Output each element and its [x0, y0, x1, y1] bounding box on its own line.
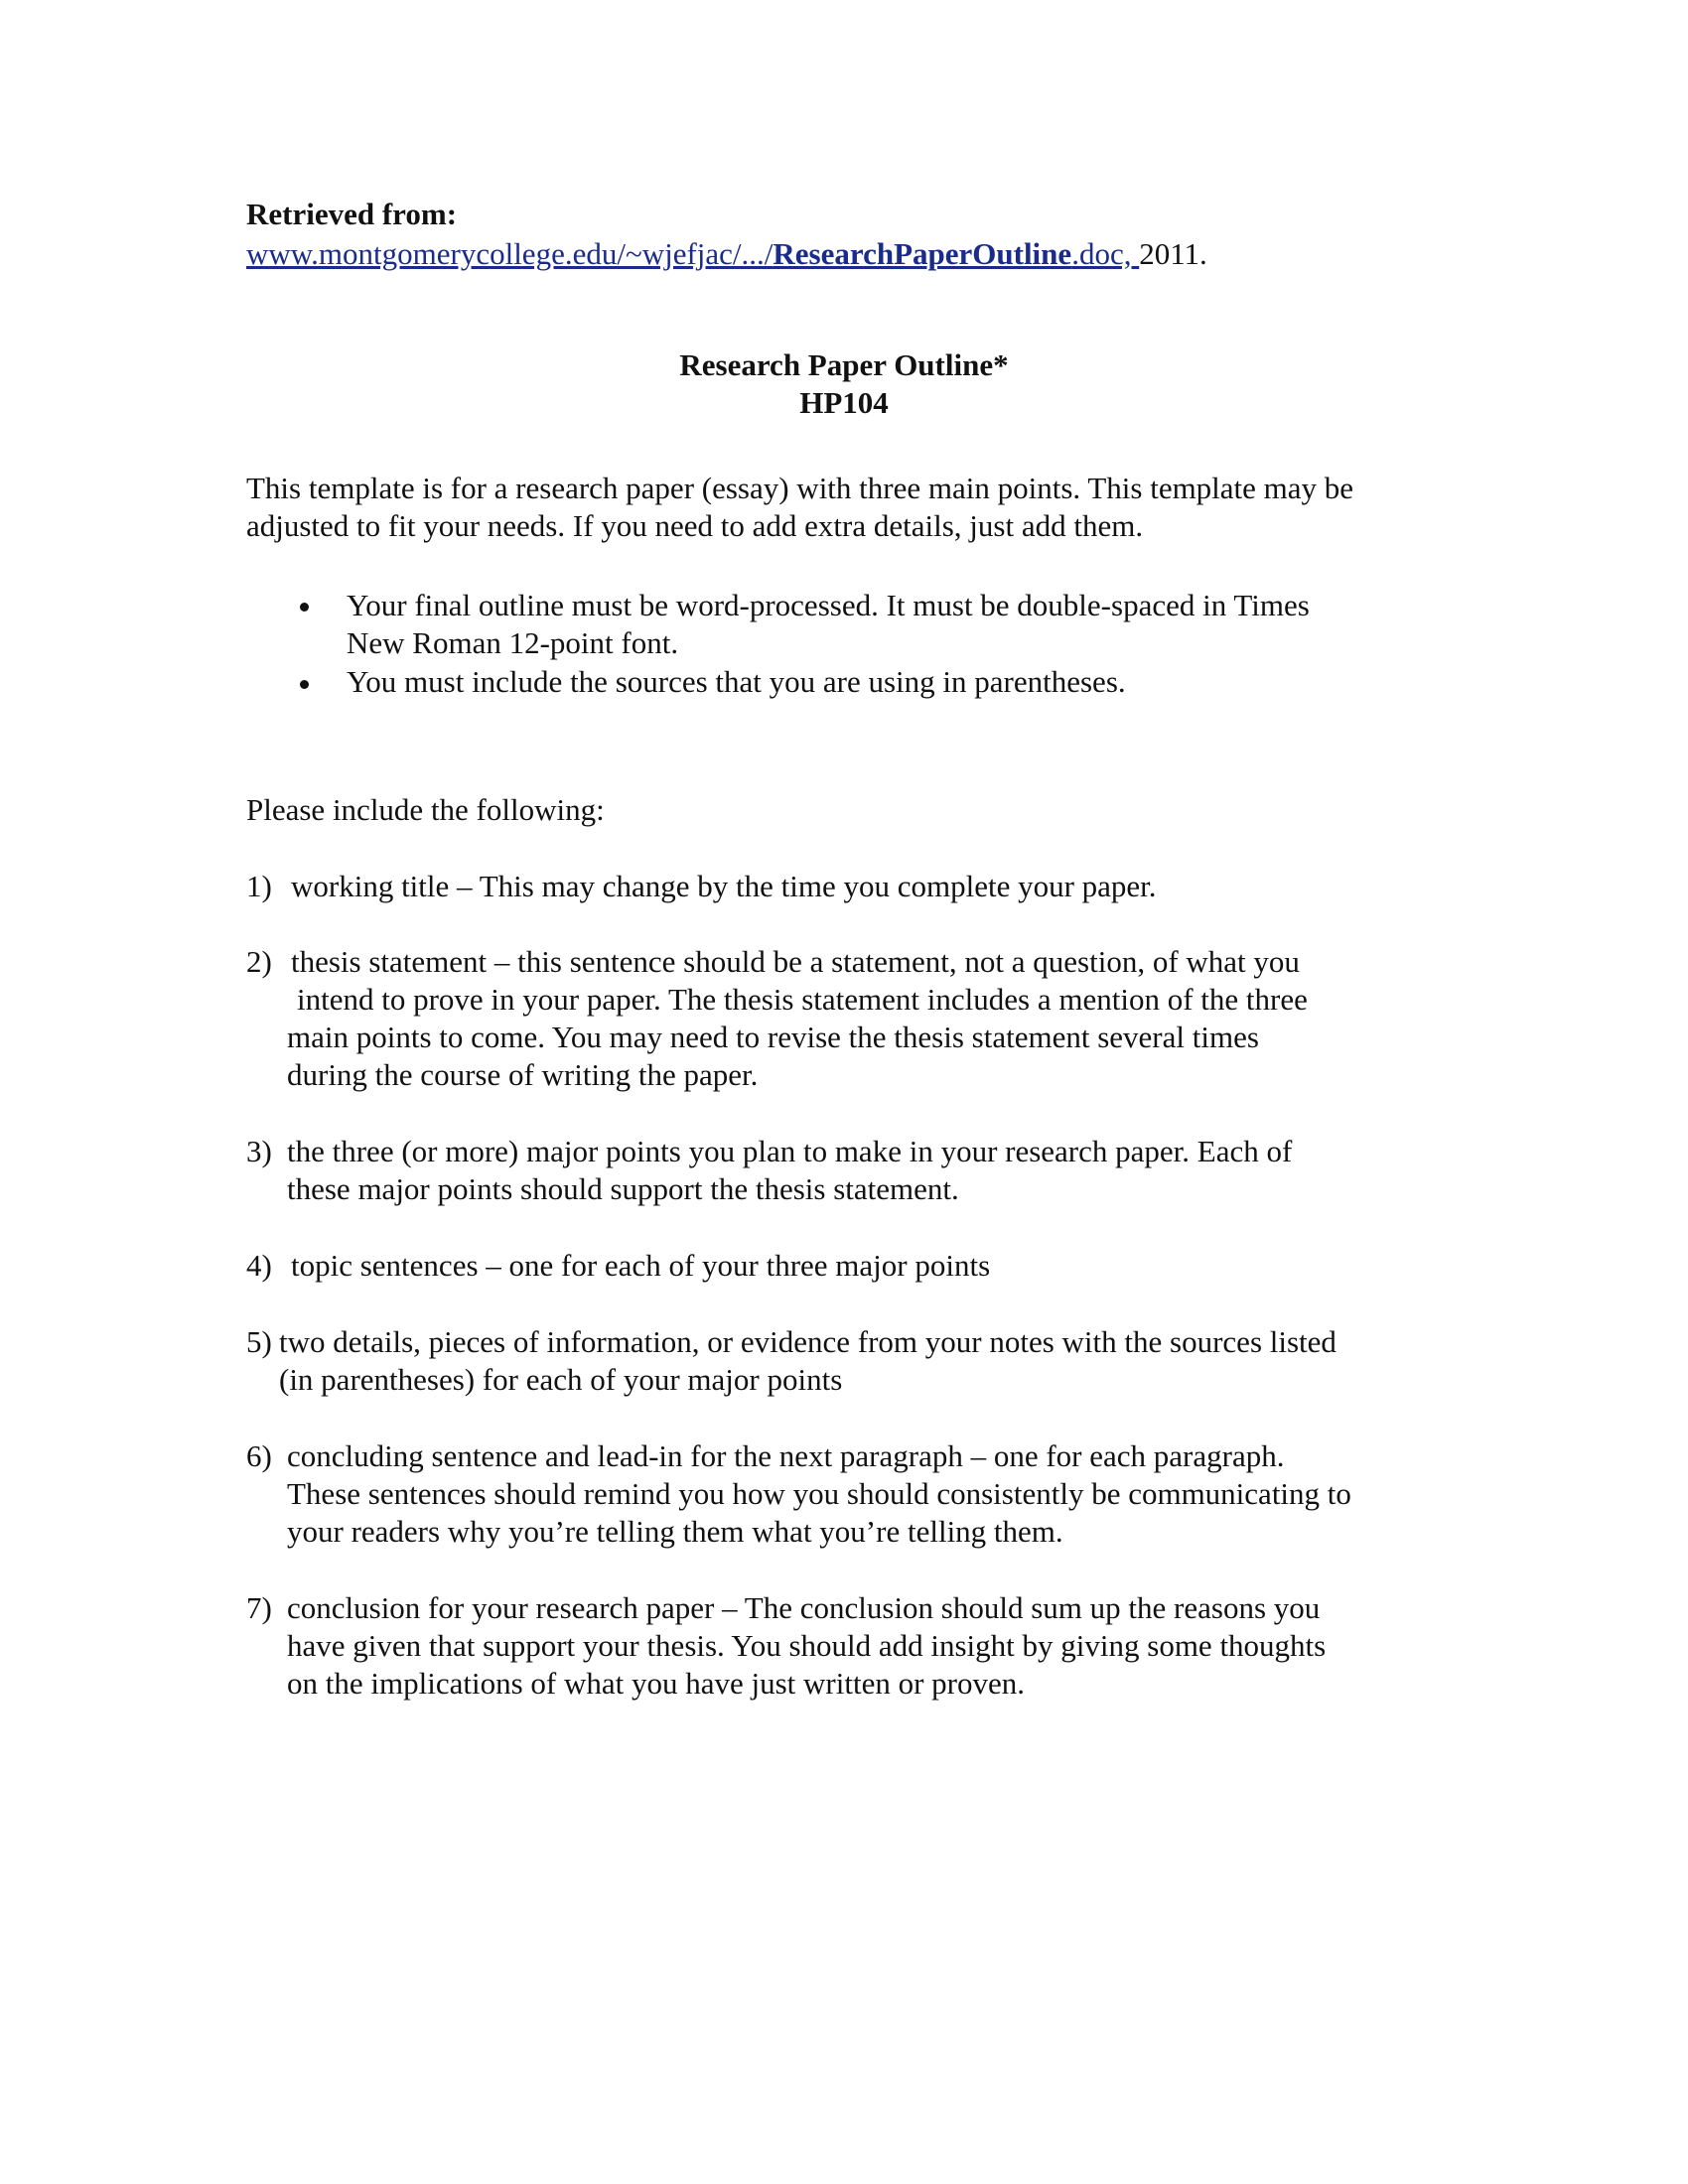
item-number: 7): [246, 1590, 272, 1625]
url-part-2: ResearchPaperOutline: [773, 236, 1072, 271]
item-6-line-1: concluding sentence and lead-in for the next paragraph – one for each paragraph.: [287, 1438, 1285, 1473]
item-number: 2): [246, 944, 272, 979]
item-6-line-2: These sentences should remind you how you should consistently be communicating to: [287, 1476, 1351, 1511]
include-label: Please include the following:: [246, 792, 605, 827]
item-7-line-1: conclusion for your research paper – The conclusion should sum up the reasons you: [287, 1590, 1321, 1625]
bullet-marker: [300, 680, 309, 689]
document-subtitle: HP104: [799, 385, 889, 420]
url-part-3: .doc,: [1071, 236, 1140, 271]
item-4-line-1: topic sentences – one for each of your three major points: [291, 1248, 991, 1283]
item-1-line-1: working title – This may change by the time you complete your paper.: [291, 869, 1157, 903]
bullet-2-line-1: You must include the sources that you are using in parentheses.: [347, 664, 1126, 699]
bullet-marker: [300, 603, 309, 612]
item-2-line-1: thesis statement – this sentence should be a statement, not a question, of what you: [291, 944, 1300, 979]
intro-line-1: This template is for a research paper (essay) with three main points. This template may be: [246, 471, 1354, 505]
item-7-line-3: on the implications of what you have just written or proven.: [287, 1666, 1025, 1701]
item-number: 3): [246, 1134, 272, 1168]
item-6-line-3: your readers why you’re telling them what you’re telling them.: [287, 1514, 1063, 1549]
item-2-line-4: during the course of writing the paper.: [287, 1057, 759, 1092]
item-3-line-1: the three (or more) major points you plan to make in your research paper. Each of: [287, 1134, 1293, 1168]
item-2-line-2: intend to prove in your paper. The thesis statement includes a mention of the three: [297, 982, 1308, 1017]
document-title: Research Paper Outline*: [679, 347, 1009, 382]
source-citation: [246, 235, 1207, 273]
item-number: 6): [246, 1438, 272, 1473]
item-number: 5): [246, 1324, 272, 1359]
item-5-line-1: two details, pieces of information, or evidence from your notes with the sources listed: [279, 1324, 1336, 1359]
bullet-1-line-2: New Roman 12-point font.: [347, 625, 679, 660]
citation-year: 2011.: [1139, 236, 1207, 271]
bullet-1-line-1: Your final outline must be word-processed. It must be double-spaced in Times: [347, 588, 1310, 622]
item-number: 1): [246, 869, 272, 903]
item-7-line-2: have given that support your thesis. You should add insight by giving some thoughts: [287, 1628, 1327, 1663]
url-part-1: www.montgomerycollege.edu/~wjefjac/.../: [246, 236, 774, 271]
item-2-line-3: main points to come. You may need to revise the thesis statement several times: [287, 1020, 1259, 1054]
item-5-line-2: (in parentheses) for each of your major points: [279, 1362, 843, 1397]
item-number: 4): [246, 1248, 272, 1283]
intro-line-2: adjusted to fit your needs. If you need to add extra details, just add them.: [246, 508, 1144, 543]
source-url-link[interactable]: [246, 236, 1139, 271]
retrieved-label: Retrieved from:: [246, 197, 458, 231]
item-3-line-2: these major points should support the thesis statement.: [287, 1171, 959, 1206]
